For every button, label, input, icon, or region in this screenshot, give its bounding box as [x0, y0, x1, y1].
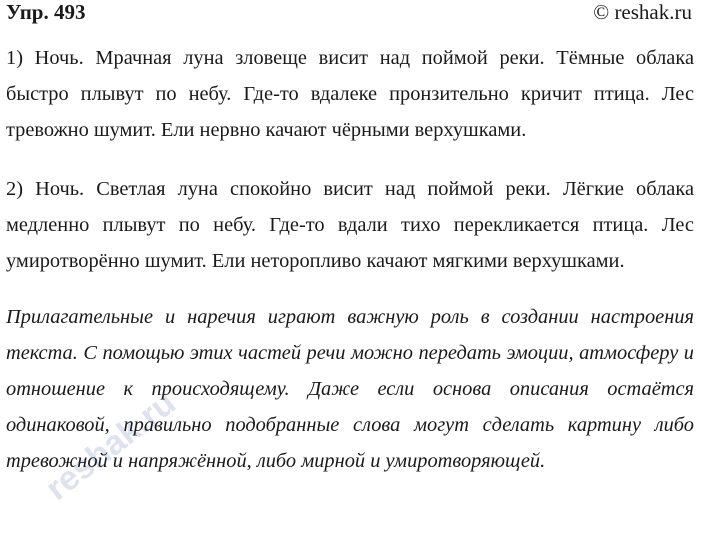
paragraph-conclusion: Прилагательные и наречия играют важную роль в создании настроения текста. С помощью этих частей речи можно передать эмоции, атмосферу и отношение к происходящему. Даже если основа описания остаётся одинаковой, правильно подобранные слова могут сделать картину либо тревожной и напряжённой, либо мирной и умиротворяющей. [6, 306, 694, 472]
paragraph-first-version: 1) Ночь. Мрачная луна зловеще висит над поймой реки. Тёмные облака быстро плывут по небу. Где-то вдалеке пронзительно кричит птица. Лес тревожно шумит. Ели нервно качают чёрными верхушками. [6, 47, 694, 141]
copyright-notice: © reshak.ru [593, 0, 692, 24]
watermark-text: reshak.ru [38, 383, 183, 508]
page-header [6, 0, 692, 28]
paragraph-second-version: 2) Ночь. Светлая луна спокойно висит над поймой реки. Лёгкие облака медленно плывут по небу. Где-то вдали тихо перекликается птица. Лес умиротворённо шумит. Ели неторопливо качают мягкими верхушками. [6, 178, 694, 272]
exercise-title: Упр. 493 [6, 0, 86, 24]
